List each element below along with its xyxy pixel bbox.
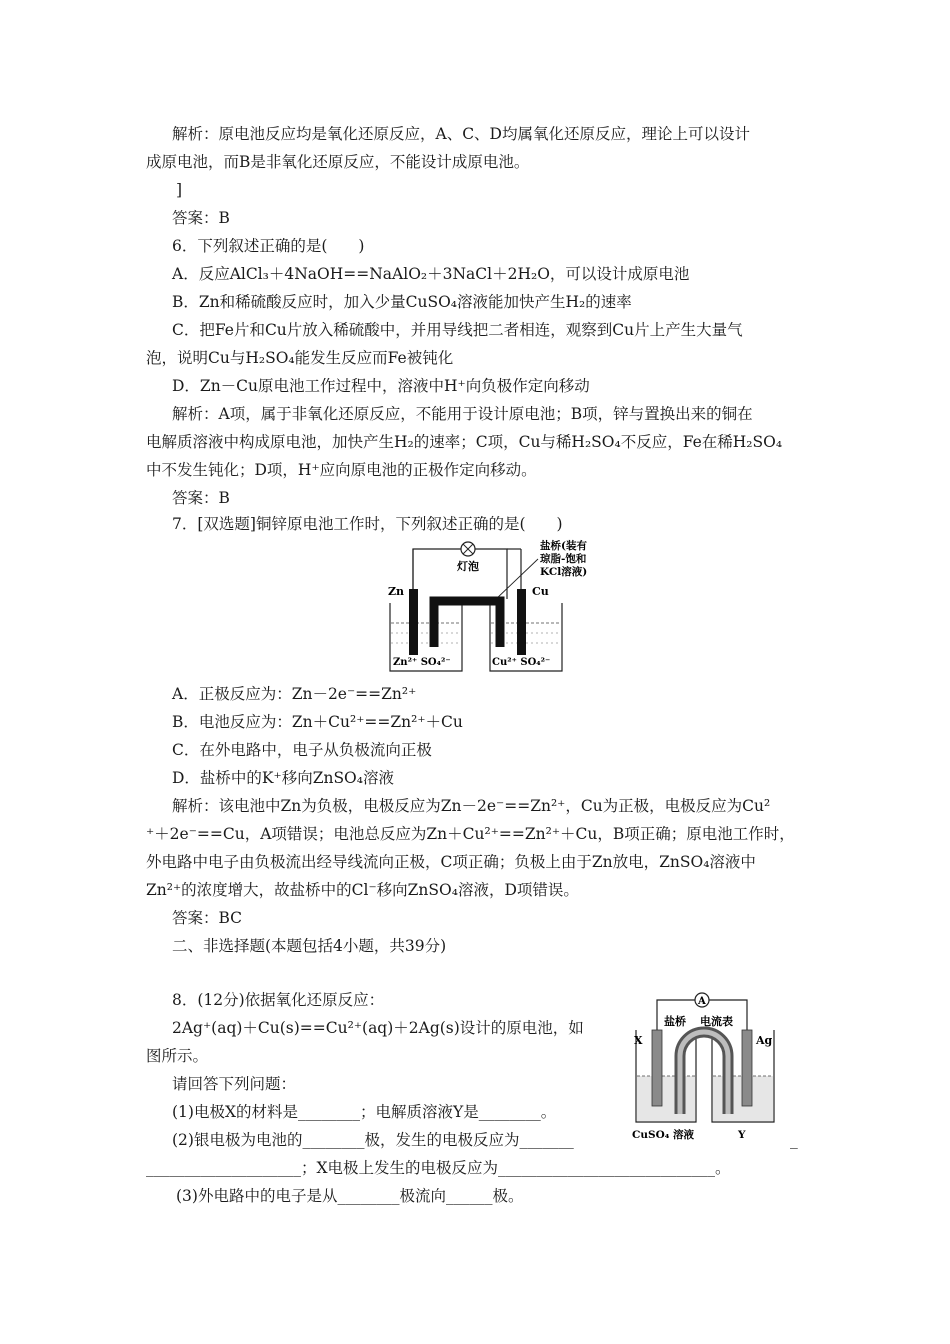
q6-option-a: A．反应AlCl₃＋4NaOH==NaAlO₂＋3NaCl＋2H₂O，可以设计成原电池 (172, 265, 690, 283)
q6-option-b: B．Zn和稀硫酸反应时，加入少量CuSO₄溶液能加快产生H₂的速率 (172, 293, 632, 311)
q8-sub2-line1: (2)银电极为电池的________极，发生的电极反应为_______ (172, 1131, 574, 1149)
q7-analysis-line2: ⁺＋2e⁻==Cu，A项错误；电池总反应为Zn＋Cu²⁺==Zn²⁺＋Cu，B项正确；原电池工作时， (146, 825, 795, 843)
q7-option-a: A．正极反应为：Zn－2e⁻==Zn²⁺ (172, 685, 417, 703)
q6-option-c-line2: 泡，说明Cu与H₂SO₄能发生反应而Fe被钝化 (146, 349, 454, 367)
left-ions: Zn²⁺ SO₄²⁻ (393, 657, 451, 668)
q8-sub3: (3)外电路中的电子是从________极流向______极。 (176, 1187, 524, 1205)
zn-label: Zn (388, 585, 405, 598)
ammeter-label: 电流表 (700, 1015, 733, 1028)
q6-analysis-line3: 中不发生钝化；D项，H⁺应向原电池的正极作定向移动。 (146, 461, 537, 479)
external-wire (413, 549, 507, 599)
q8-stem-line3: 图所示。 (146, 1047, 209, 1065)
q6-stem: 6．下列叙述正确的是( ) (172, 237, 365, 255)
left-solution-label: CuSO₄ 溶液 (632, 1129, 694, 1141)
bulb-label: 灯泡 (457, 560, 479, 573)
x-electrode (652, 1030, 662, 1106)
q7-stem: 7．[双选题]铜锌原电池工作时，下列叙述正确的是( ) (172, 515, 563, 533)
q8-prompt: 请回答下列问题： (172, 1075, 297, 1093)
q8-stem-line2: 2Ag⁺(aq)＋Cu(s)==Cu²⁺(aq)＋2Ag(s)设计的原电池，如 (172, 1019, 584, 1037)
q7-galvanic-cell-figure (382, 537, 622, 677)
zn-electrode (409, 589, 418, 655)
bridge-label-3: KCl溶液) (540, 566, 588, 578)
q8-cell-diagram (628, 990, 788, 1146)
q6-analysis-line1: 解析：A项，属于非氧化还原反应，不能用于设计原电池；B项，锌与置换出来的铜在 (172, 405, 753, 423)
q7-analysis-line4: Zn²⁺的浓度增大，故盐桥中的Cl⁻移向ZnSO₄溶液，D项错误。 (146, 881, 579, 899)
q7-analysis-line1: 解析：该电池中Zn为负极，电极反应为Zn－2e⁻==Zn²⁺，Cu为正极，电极反应为Cu² (172, 797, 771, 815)
q6-option-d: D．Zn－Cu原电池工作过程中，溶液中H⁺向负极作定向移动 (172, 377, 590, 395)
x-label: X (634, 1034, 643, 1047)
q5-answer: 答案：B (172, 209, 230, 227)
cu-label: Cu (532, 585, 549, 598)
q8-sub2-tail: _ (790, 1131, 798, 1149)
cu-electrode (517, 589, 526, 655)
q7-analysis-line3: 外电路中电子由负极流出经导线流向正极，C项正确；负极上由于Zn放电，ZnSO₄溶液中 (146, 853, 756, 871)
q7-option-b: B．电池反应为：Zn＋Cu²⁺==Zn²⁺＋Cu (172, 713, 463, 731)
q8-sub1: (1)电极X的材料是________；电解质溶液Y是________。 (172, 1103, 557, 1121)
q8-stem-line1: 8．(12分)依据氧化还原反应： (172, 991, 385, 1009)
section2-title: 二、非选择题(本题包括4小题，共39分) (172, 937, 447, 955)
left-solution (637, 1076, 695, 1121)
right-ions: Cu²⁺ SO₄²⁻ (492, 657, 551, 668)
q8-cell-figure (628, 990, 788, 1146)
q7-option-c: C．在外电路中，电子从负极流向正极 (172, 741, 432, 759)
bridge-label: 盐桥 (664, 1015, 686, 1028)
q5-analysis-line1: 解析：原电池反应均是氧化还原反应，A、C、D均属氧化还原反应，理论上可以设计 (172, 125, 750, 143)
q7-option-d: D．盐桥中的K⁺移向ZnSO₄溶液 (172, 769, 394, 787)
ag-electrode (742, 1030, 752, 1106)
ag-label: Ag (756, 1034, 773, 1047)
bridge-label-1: 盐桥(装有 (540, 540, 587, 552)
right-solution-label: Y (738, 1129, 746, 1141)
q8-sub2-line2: ____________________；X电极上发生的电极反应为____________________________。 (146, 1159, 731, 1177)
q5-bracket: ] (176, 181, 183, 199)
q6-answer: 答案：B (172, 489, 230, 507)
q5-analysis-line2: 成原电池，而B是非氧化还原反应，不能设计成原电池。 (146, 153, 530, 171)
ammeter-symbol: A (698, 996, 706, 1007)
q7-cell-diagram (382, 537, 622, 677)
q6-option-c-line1: C．把Fe片和Cu片放入稀硫酸中，并用导线把二者相连，观察到Cu片上产生大量气 (172, 321, 743, 339)
q7-answer: 答案：BC (172, 909, 243, 927)
q6-analysis-line2: 电解质溶液中构成原电池，加快产生H₂的速率；C项，Cu与稀H₂SO₄不反应，Fe在稀H₂SO₄ (146, 433, 783, 451)
bridge-label-2: 琼脂-饱和 (540, 553, 587, 565)
